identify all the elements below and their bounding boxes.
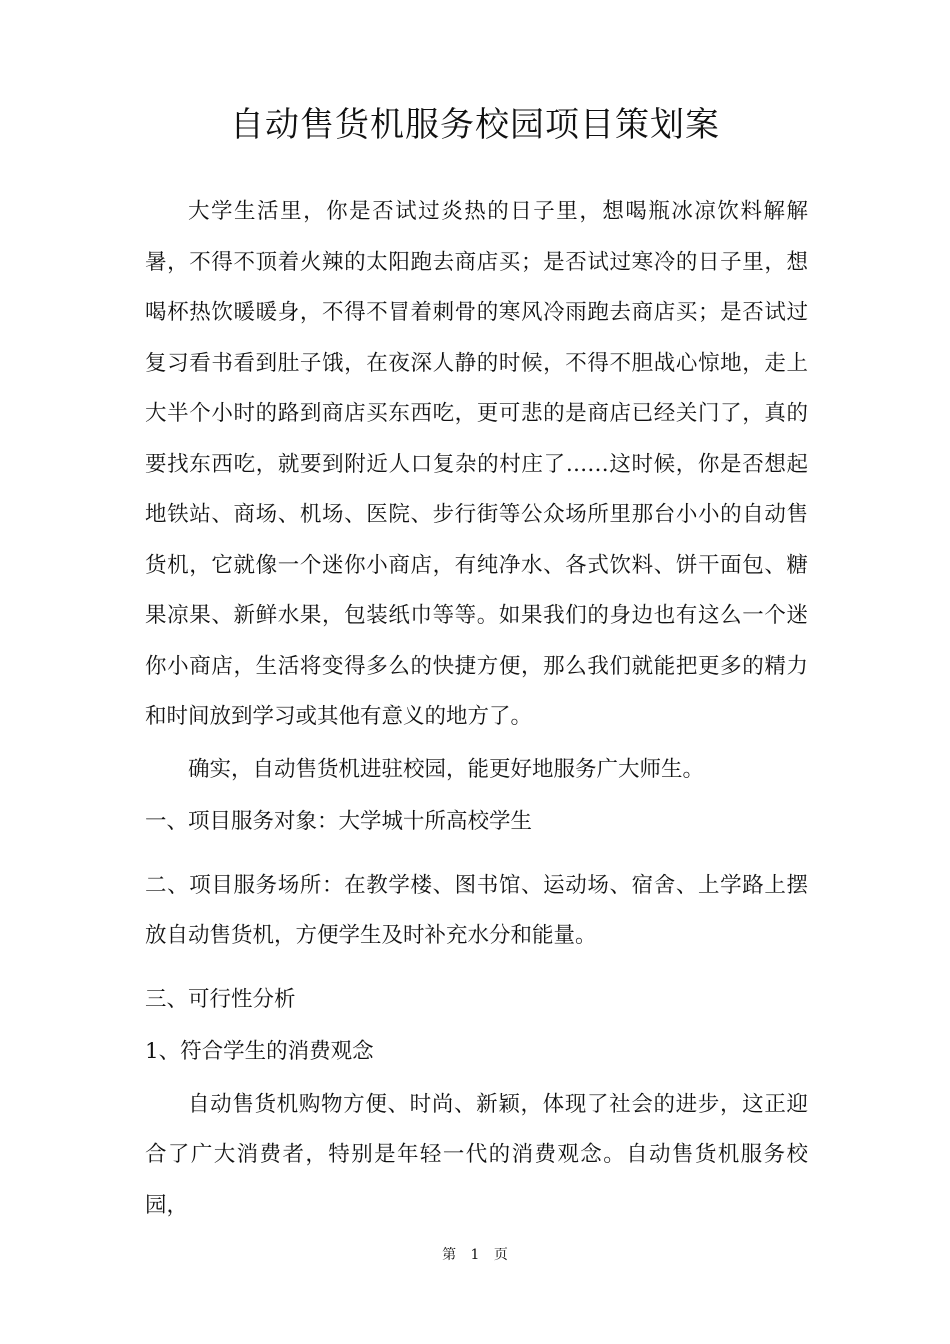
document-title: 自动售货机服务校园项目策划案 — [230, 105, 720, 145]
page-number: 第 1 页 — [442, 1247, 508, 1263]
section-heading-feasibility: 三、可行性分析 — [145, 986, 296, 1012]
document-body — [145, 187, 808, 1231]
consumer-concept-paragraph: 自动售货机购物方便、时尚、新颖，体现了社会的进步，这正迎合了广大消费者，特别是年轻一代的消费观念。自动售货机服务校园， — [145, 1091, 808, 1218]
subsection-heading-consumer-concept: 1、符合学生的消费观念 — [145, 1039, 374, 1064]
intro-paragraph: 大学生活里，你是否试过炎热的日子里，想喝瓶冰凉饮料解解暑，不得不顶着火辣的太阳跑去商店买；是否试过寒冷的日子里，想喝杯热饮暖暖身，不得不冒着刺骨的寒风冷雨跑去商店买；是否试过复习看书看到肚子饿，在夜深人静的时候，不得不胆战心惊地，走上大半个小时的路到商店买东西吃，更可悲的是商店已经关门了，真的要找东西吃，就要到附近人口复杂的村庄了……这时候，你是否想起地铁站、商场、机场、医院、步行街等公众场所里那台小小的自动售货机，它就像一个迷你小商店，有纯净水、各式饮料、饼干面包、糖果凉果、新鲜水果，包装纸巾等等。如果我们的身边也有这么一个迷你小商店，生活将变得多么的快捷方便，那么我们就能把更多的精力和时间放到学习或其他有意义的地方了。 — [145, 199, 808, 729]
section-heading-service-target: 一、项目服务对象：大学城十所高校学生 — [145, 809, 533, 834]
summary-paragraph: 确实，自动售货机进驻校园，能更好地服务广大师生。 — [188, 756, 705, 782]
section-heading-service-location: 二、项目服务场所：在教学楼、图书馆、运动场、宿舍、上学路上摆放自动售货机，方便学生及时补充水分和能量。 — [145, 872, 808, 948]
